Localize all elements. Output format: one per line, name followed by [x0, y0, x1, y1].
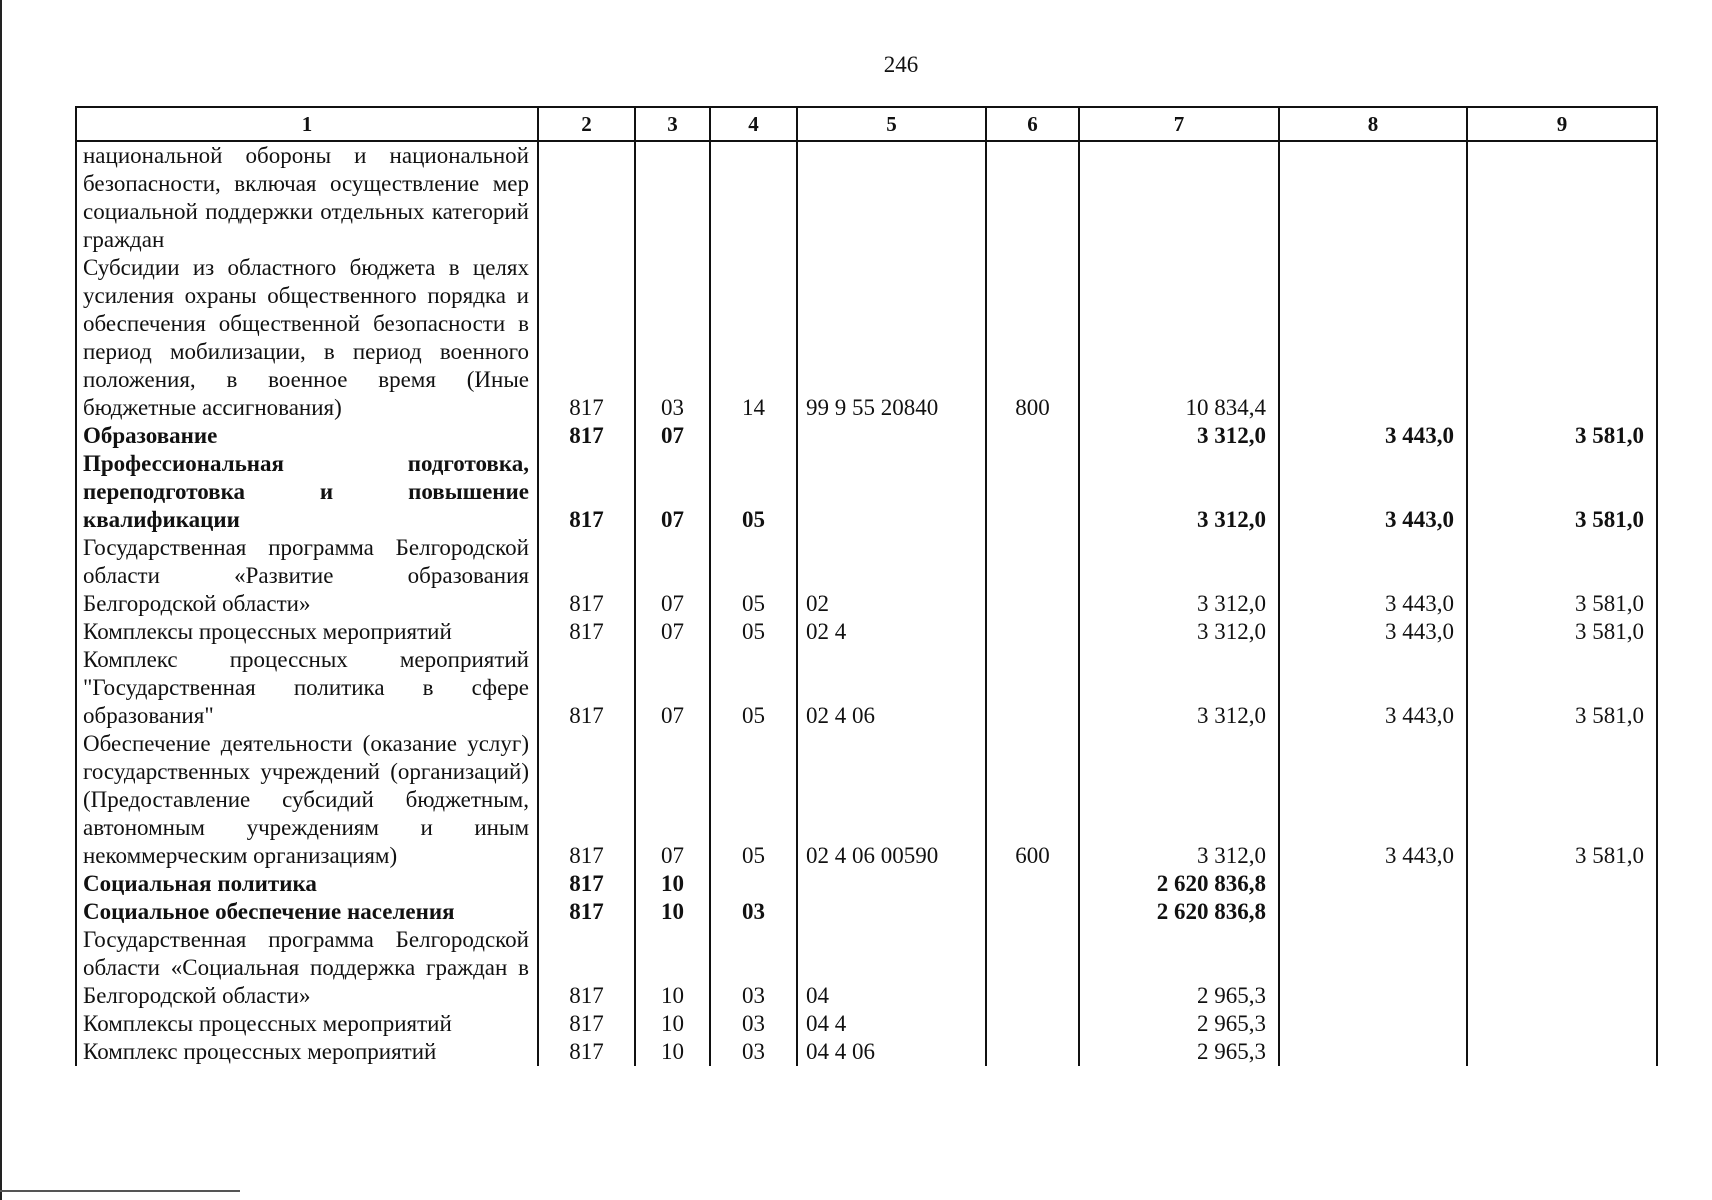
cell-section: 07: [635, 618, 710, 646]
cell-subsection: 03: [710, 898, 797, 926]
cell-amount-year1: [1079, 141, 1279, 254]
cell-amount-year3: 3 581,0: [1467, 534, 1657, 618]
column-header: 5: [797, 107, 986, 141]
cell-code: [538, 141, 635, 254]
cell-code: 817: [538, 534, 635, 618]
table-row: [76, 618, 1657, 646]
cell-amount-year2: [1279, 141, 1467, 254]
cell-amount-year2: [1279, 1010, 1467, 1038]
cell-code: 817: [538, 422, 635, 450]
page-number: 246: [883, 52, 919, 77]
cell-subsection: [710, 870, 797, 898]
table-row: [76, 1038, 1657, 1066]
cell-amount-year2: 3 443,0: [1279, 618, 1467, 646]
cell-subsection: [710, 422, 797, 450]
cell-subsection: 05: [710, 534, 797, 618]
cell-section: 10: [635, 926, 710, 1010]
cell-amount-year2: 3 443,0: [1279, 534, 1467, 618]
column-header: 8: [1279, 107, 1467, 141]
row-name: Субсидии из областного бюджета в целях усиления охраны общественного порядка и обеспечения общественной безопасности в период мобилизации, в период военного положения, в военное время (Иные бюджетные ассигнования): [76, 254, 538, 422]
cell-code: 817: [538, 898, 635, 926]
cell-section: 07: [635, 422, 710, 450]
cell-subsection: [710, 141, 797, 254]
cell-target-article: [797, 141, 986, 254]
cell-section: 10: [635, 898, 710, 926]
cell-subsection: 05: [710, 646, 797, 730]
cell-amount-year3: 3 581,0: [1467, 618, 1657, 646]
cell-amount-year2: 3 443,0: [1279, 422, 1467, 450]
column-header: 6: [986, 107, 1079, 141]
table-row: [76, 422, 1657, 450]
cell-amount-year1: 3 312,0: [1079, 450, 1279, 534]
cell-amount-year3: 3 581,0: [1467, 450, 1657, 534]
cell-subsection: 14: [710, 254, 797, 422]
table-row: [76, 926, 1657, 1010]
cell-subsection: 03: [710, 1038, 797, 1066]
scan-edge: [0, 0, 2, 1200]
cell-expense-type: [986, 618, 1079, 646]
table-row: [76, 646, 1657, 730]
cell-amount-year3: [1467, 1038, 1657, 1066]
table-row: [76, 870, 1657, 898]
cell-target-article: [797, 422, 986, 450]
cell-amount-year3: [1467, 870, 1657, 898]
row-name: Социальное обеспечение населения: [76, 898, 538, 926]
cell-target-article: 04: [797, 926, 986, 1010]
cell-expense-type: 600: [986, 730, 1079, 870]
column-header: 4: [710, 107, 797, 141]
header-row: [76, 107, 1657, 141]
row-name: Государственная программа Белгородской области «Развитие образования Белгородской области»: [76, 534, 538, 618]
cell-expense-type: [986, 926, 1079, 1010]
cell-amount-year3: [1467, 898, 1657, 926]
cell-target-article: 04 4: [797, 1010, 986, 1038]
cell-target-article: [797, 450, 986, 534]
cell-code: 817: [538, 926, 635, 1010]
cell-amount-year3: [1467, 1010, 1657, 1038]
cell-target-article: 02 4: [797, 618, 986, 646]
table-row: [76, 1010, 1657, 1038]
cell-target-article: [797, 870, 986, 898]
cell-amount-year3: 3 581,0: [1467, 422, 1657, 450]
cell-expense-type: [986, 646, 1079, 730]
cell-target-article: 02 4 06 00590: [797, 730, 986, 870]
cell-amount-year3: [1467, 926, 1657, 1010]
cell-expense-type: [986, 898, 1079, 926]
row-name: Комплексы процессных мероприятий: [76, 618, 538, 646]
cell-expense-type: [986, 1010, 1079, 1038]
cell-section: 10: [635, 870, 710, 898]
cell-amount-year1: 3 312,0: [1079, 618, 1279, 646]
row-name: Профессиональная подготовка, переподготовка и повышение квалификации: [76, 450, 538, 534]
cell-subsection: 05: [710, 730, 797, 870]
column-header: 3: [635, 107, 710, 141]
table-row: [76, 730, 1657, 870]
cell-amount-year1: 10 834,4: [1079, 254, 1279, 422]
cell-amount-year2: [1279, 898, 1467, 926]
cell-amount-year1: 3 312,0: [1079, 534, 1279, 618]
cell-amount-year1: 2 620 836,8: [1079, 870, 1279, 898]
cell-amount-year2: [1279, 926, 1467, 1010]
cell-expense-type: 800: [986, 254, 1079, 422]
cell-subsection: 05: [710, 618, 797, 646]
table-row: [76, 450, 1657, 534]
cell-amount-year2: 3 443,0: [1279, 646, 1467, 730]
row-name: Комплекс процессных мероприятий "Государственная политика в сфере образования": [76, 646, 538, 730]
cell-code: 817: [538, 254, 635, 422]
cell-amount-year3: [1467, 141, 1657, 254]
cell-target-article: [797, 898, 986, 926]
cell-amount-year1: 3 312,0: [1079, 646, 1279, 730]
cell-amount-year3: 3 581,0: [1467, 646, 1657, 730]
row-name: национальной обороны и национальной безопасности, включая осуществление мер социальной поддержки отдельных категорий граждан: [76, 141, 538, 254]
cell-amount-year1: 2 965,3: [1079, 1038, 1279, 1066]
cell-target-article: 02 4 06: [797, 646, 986, 730]
cell-expense-type: [986, 450, 1079, 534]
cell-section: 03: [635, 254, 710, 422]
cell-section: [635, 141, 710, 254]
budget-table: [75, 106, 1658, 1066]
cell-amount-year1: 3 312,0: [1079, 730, 1279, 870]
cell-amount-year3: 3 581,0: [1467, 730, 1657, 870]
row-name: Государственная программа Белгородской области «Социальная поддержка граждан в Белгородской области»: [76, 926, 538, 1010]
cell-amount-year3: [1467, 254, 1657, 422]
cell-amount-year2: [1279, 870, 1467, 898]
cell-section: 07: [635, 730, 710, 870]
cell-expense-type: [986, 1038, 1079, 1066]
cell-expense-type: [986, 534, 1079, 618]
column-header: 2: [538, 107, 635, 141]
cell-expense-type: [986, 141, 1079, 254]
table-row: [76, 254, 1657, 422]
table-body: [76, 141, 1657, 1066]
cell-amount-year2: [1279, 1038, 1467, 1066]
cell-amount-year2: 3 443,0: [1279, 730, 1467, 870]
row-name: Социальная политика: [76, 870, 538, 898]
row-name: Комплекс процессных мероприятий: [76, 1038, 538, 1066]
cell-amount-year2: 3 443,0: [1279, 450, 1467, 534]
scan-edge-bottom: [0, 1190, 240, 1192]
cell-target-article: 02: [797, 534, 986, 618]
cell-section: 07: [635, 646, 710, 730]
cell-expense-type: [986, 422, 1079, 450]
row-name: Комплексы процессных мероприятий: [76, 1010, 538, 1038]
cell-code: 817: [538, 450, 635, 534]
cell-section: 07: [635, 534, 710, 618]
cell-subsection: 03: [710, 1010, 797, 1038]
cell-code: 817: [538, 1038, 635, 1066]
column-header: 7: [1079, 107, 1279, 141]
cell-code: 817: [538, 870, 635, 898]
table-row: [76, 898, 1657, 926]
table-row: [76, 534, 1657, 618]
column-header: 1: [76, 107, 538, 141]
cell-subsection: 03: [710, 926, 797, 1010]
cell-subsection: 05: [710, 450, 797, 534]
row-name: Обеспечение деятельности (оказание услуг) государственных учреждений (организаций) (Предоставление субсидий бюджетным, автономным учреждениям и иным некоммерческим организациям): [76, 730, 538, 870]
row-name: Образование: [76, 422, 538, 450]
cell-amount-year1: 2 965,3: [1079, 926, 1279, 1010]
cell-amount-year2: [1279, 254, 1467, 422]
cell-section: 10: [635, 1010, 710, 1038]
cell-amount-year1: 2 620 836,8: [1079, 898, 1279, 926]
cell-expense-type: [986, 870, 1079, 898]
cell-amount-year1: 3 312,0: [1079, 422, 1279, 450]
cell-code: 817: [538, 646, 635, 730]
cell-section: 07: [635, 450, 710, 534]
cell-section: 10: [635, 1038, 710, 1066]
cell-code: 817: [538, 730, 635, 870]
cell-target-article: 99 9 55 20840: [797, 254, 986, 422]
column-header: 9: [1467, 107, 1657, 141]
cell-code: 817: [538, 618, 635, 646]
cell-code: 817: [538, 1010, 635, 1038]
table-row: [76, 141, 1657, 254]
cell-target-article: 04 4 06: [797, 1038, 986, 1066]
cell-amount-year1: 2 965,3: [1079, 1010, 1279, 1038]
